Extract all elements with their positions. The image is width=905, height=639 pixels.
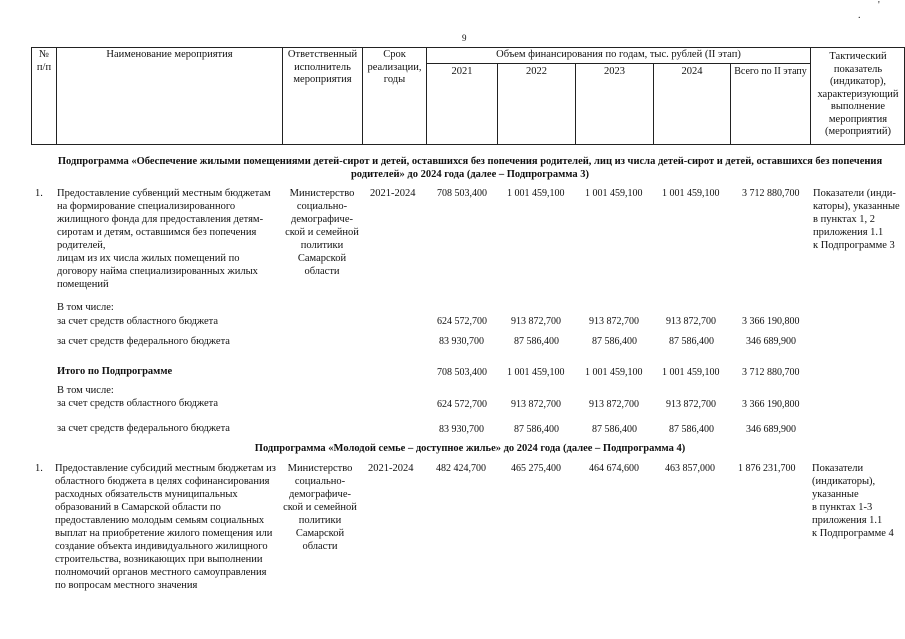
text-line: ской и семейной: [283, 502, 357, 513]
text-line: политики: [300, 240, 344, 251]
term: 2021-2024: [368, 463, 414, 474]
text-line: ской и семейной: [285, 227, 359, 238]
page-number: 9: [462, 33, 467, 43]
total-federal-all: 346 689,900: [746, 424, 796, 435]
text-line: образований в Самарской области по: [55, 502, 221, 513]
text-line: указанные: [812, 489, 859, 500]
header-year-2022: 2022: [526, 66, 547, 77]
text-line: к Подпрограмме 3: [813, 240, 895, 251]
text-line: полномочий органов местного самоуправления: [55, 567, 267, 578]
value-2021: 482 424,700: [436, 463, 486, 474]
header-year-2023: 2023: [604, 66, 625, 77]
total-2024: 1 001 459,100: [662, 367, 720, 378]
total-regional-2024: 913 872,700: [666, 399, 716, 410]
header-col-number: № п/п: [36, 49, 52, 73]
regional-total: 3 366 190,800: [742, 316, 800, 327]
value-2022: 1 001 459,100: [507, 188, 565, 199]
header-col-border: [497, 63, 498, 144]
text-line: областного бюджета в целях софинансирования: [55, 476, 270, 487]
header-col-financing: Объем финансирования по годам, тыс. рублей (II этап): [496, 49, 741, 60]
value-total: 1 876 231,700: [738, 463, 796, 474]
federal-budget-label: за счет средств федерального бюджета: [57, 423, 230, 434]
text-line: предоставлению молодым семьям социальных: [55, 515, 265, 526]
total-all: 3 712 880,700: [742, 367, 800, 378]
text-line: социально-: [294, 476, 346, 487]
value-2023: 464 674,600: [589, 463, 639, 474]
header-col-responsible: Ответственный исполнитель мероприятия: [287, 49, 358, 85]
header-col-term: Срок реализации, годы: [367, 49, 422, 85]
subprogram-3-title: родителей» до 2024 года (далее – Подпрограмма 3): [350, 169, 590, 180]
header-bottom-border: [31, 144, 905, 145]
text-line: (индикаторы),: [812, 476, 876, 487]
text-line: каторы), указанные: [813, 201, 900, 212]
text-line: приложения 1.1: [812, 515, 883, 526]
text-line: помещений: [57, 279, 109, 290]
federal-2023: 87 586,400: [592, 336, 637, 347]
header-year-2024: 2024: [681, 66, 703, 77]
value-2023: 1 001 459,100: [585, 188, 643, 199]
text-line: Предоставление субвенций местным бюджетам: [57, 188, 271, 199]
text-line: Самарской: [297, 253, 347, 264]
responsible-executor: [282, 187, 362, 278]
text-line: политики: [298, 515, 342, 526]
activity-name: [55, 462, 283, 592]
header-col-name: Наименование мероприятия: [106, 49, 233, 60]
header-col-border: [426, 47, 427, 144]
text-line: по вопросам местного значения: [55, 580, 198, 591]
row-number: 1.: [35, 463, 43, 474]
value-2022: 465 275,400: [511, 463, 561, 474]
text-line: к Подпрограмме 4: [812, 528, 894, 539]
total-federal-2021: 83 930,700: [439, 424, 484, 435]
regional-budget-label: за счет средств областного бюджета: [57, 316, 219, 327]
activity-name: [57, 187, 282, 291]
total-2022: 1 001 459,100: [507, 367, 565, 378]
text-line: Самарской: [295, 528, 345, 539]
header-col-border: [575, 63, 576, 144]
subprogram-total-label: Итого по Подпрограмме: [57, 366, 173, 377]
header-col-border: [810, 47, 811, 144]
text-line: Показатели (инди-: [813, 188, 896, 199]
federal-budget-label: за счет средств федерального бюджета: [57, 336, 230, 347]
federal-total: 346 689,900: [746, 336, 796, 347]
federal-2022: 87 586,400: [514, 336, 559, 347]
text-line: родителей,: [57, 240, 106, 251]
subprogram-3-title: Подпрограмма «Обеспечение жилыми помещениями детей-сирот и детей, оставшихся без попечения родителей, лиц из числа детей-сирот и детей, оставшихся без попечения: [57, 156, 883, 167]
total-regional-2023: 913 872,700: [589, 399, 639, 410]
regional-2021: 624 572,700: [437, 316, 487, 327]
header-col-border: [653, 63, 654, 144]
responsible-executor: [280, 462, 360, 553]
regional-2022: 913 872,700: [511, 316, 561, 327]
header-col-border: [56, 47, 57, 144]
text-line: выплат на приобретение жилого помещения или: [55, 528, 273, 539]
text-line: социально-: [296, 201, 348, 212]
text-line: сиротам и детям, оставшимся без попечения: [57, 227, 257, 238]
row-number: 1.: [35, 188, 43, 199]
corner-mark: .: [858, 10, 861, 21]
text-line: демографиче-: [291, 214, 353, 225]
value-total: 3 712 880,700: [742, 188, 800, 199]
value-2021: 708 503,400: [437, 188, 487, 199]
text-line: области: [304, 266, 340, 277]
header-col-indicator: Тактический показатель (индикатор), характеризующий выполнение мероприятия (мероприятий): [817, 51, 899, 137]
text-line: расходных обязательств муниципальных: [55, 489, 238, 500]
value-2024: 1 001 459,100: [662, 188, 720, 199]
total-regional-2022: 913 872,700: [511, 399, 561, 410]
total-federal-2022: 87 586,400: [514, 424, 559, 435]
header-top-border: [31, 47, 905, 48]
indicator: [812, 462, 904, 540]
subprogram-4-title: Подпрограмма «Молодой семье – доступное жилье» до 2024 года (далее – Подпрограмма 4): [254, 443, 686, 454]
text-line: жилищного фонда для предоставления детям-: [57, 214, 264, 225]
text-line: области: [302, 541, 338, 552]
including-label: В том числе:: [57, 385, 114, 396]
text-line: на формирование специализированного: [57, 201, 236, 212]
text-line: строительства, возникающих при выполнении: [55, 554, 263, 565]
total-federal-2024: 87 586,400: [669, 424, 714, 435]
total-2023: 1 001 459,100: [585, 367, 643, 378]
text-line: Министерство: [289, 188, 355, 199]
total-federal-2023: 87 586,400: [592, 424, 637, 435]
total-2021: 708 503,400: [437, 367, 487, 378]
indicator: [813, 187, 905, 252]
regional-2023: 913 872,700: [589, 316, 639, 327]
regional-2024: 913 872,700: [666, 316, 716, 327]
text-line: в пунктах 1, 2: [813, 214, 876, 225]
text-line: Министерство: [287, 463, 353, 474]
text-line: создание объекта индивидуального жилищного: [55, 541, 268, 552]
federal-2024: 87 586,400: [669, 336, 714, 347]
text-line: Предоставление субсидий местным бюджетам из: [55, 463, 276, 474]
total-regional-all: 3 366 190,800: [742, 399, 800, 410]
including-label: В том числе:: [57, 302, 114, 313]
value-2024: 463 857,000: [665, 463, 715, 474]
text-line: договору найма специализированных жилых: [57, 266, 258, 277]
text-line: Показатели: [812, 463, 864, 474]
text-line: демографиче-: [289, 489, 351, 500]
term: 2021-2024: [370, 188, 416, 199]
text-line: приложения 1.1: [813, 227, 884, 238]
header-total-stage: Всего по II этапу: [734, 66, 807, 77]
regional-budget-label: за счет средств областного бюджета: [57, 398, 219, 409]
federal-2021: 83 930,700: [439, 336, 484, 347]
header-col-border: [362, 47, 363, 144]
text-line: в пунктах 1-3: [812, 502, 873, 513]
corner-mark: ': [878, 0, 880, 11]
total-regional-2021: 624 572,700: [437, 399, 487, 410]
text-line: лицам из их числа жилых помещений по: [57, 253, 240, 264]
header-fin-divider: [426, 63, 810, 64]
header-col-border: [282, 47, 283, 144]
header-year-2021: 2021: [451, 66, 473, 77]
